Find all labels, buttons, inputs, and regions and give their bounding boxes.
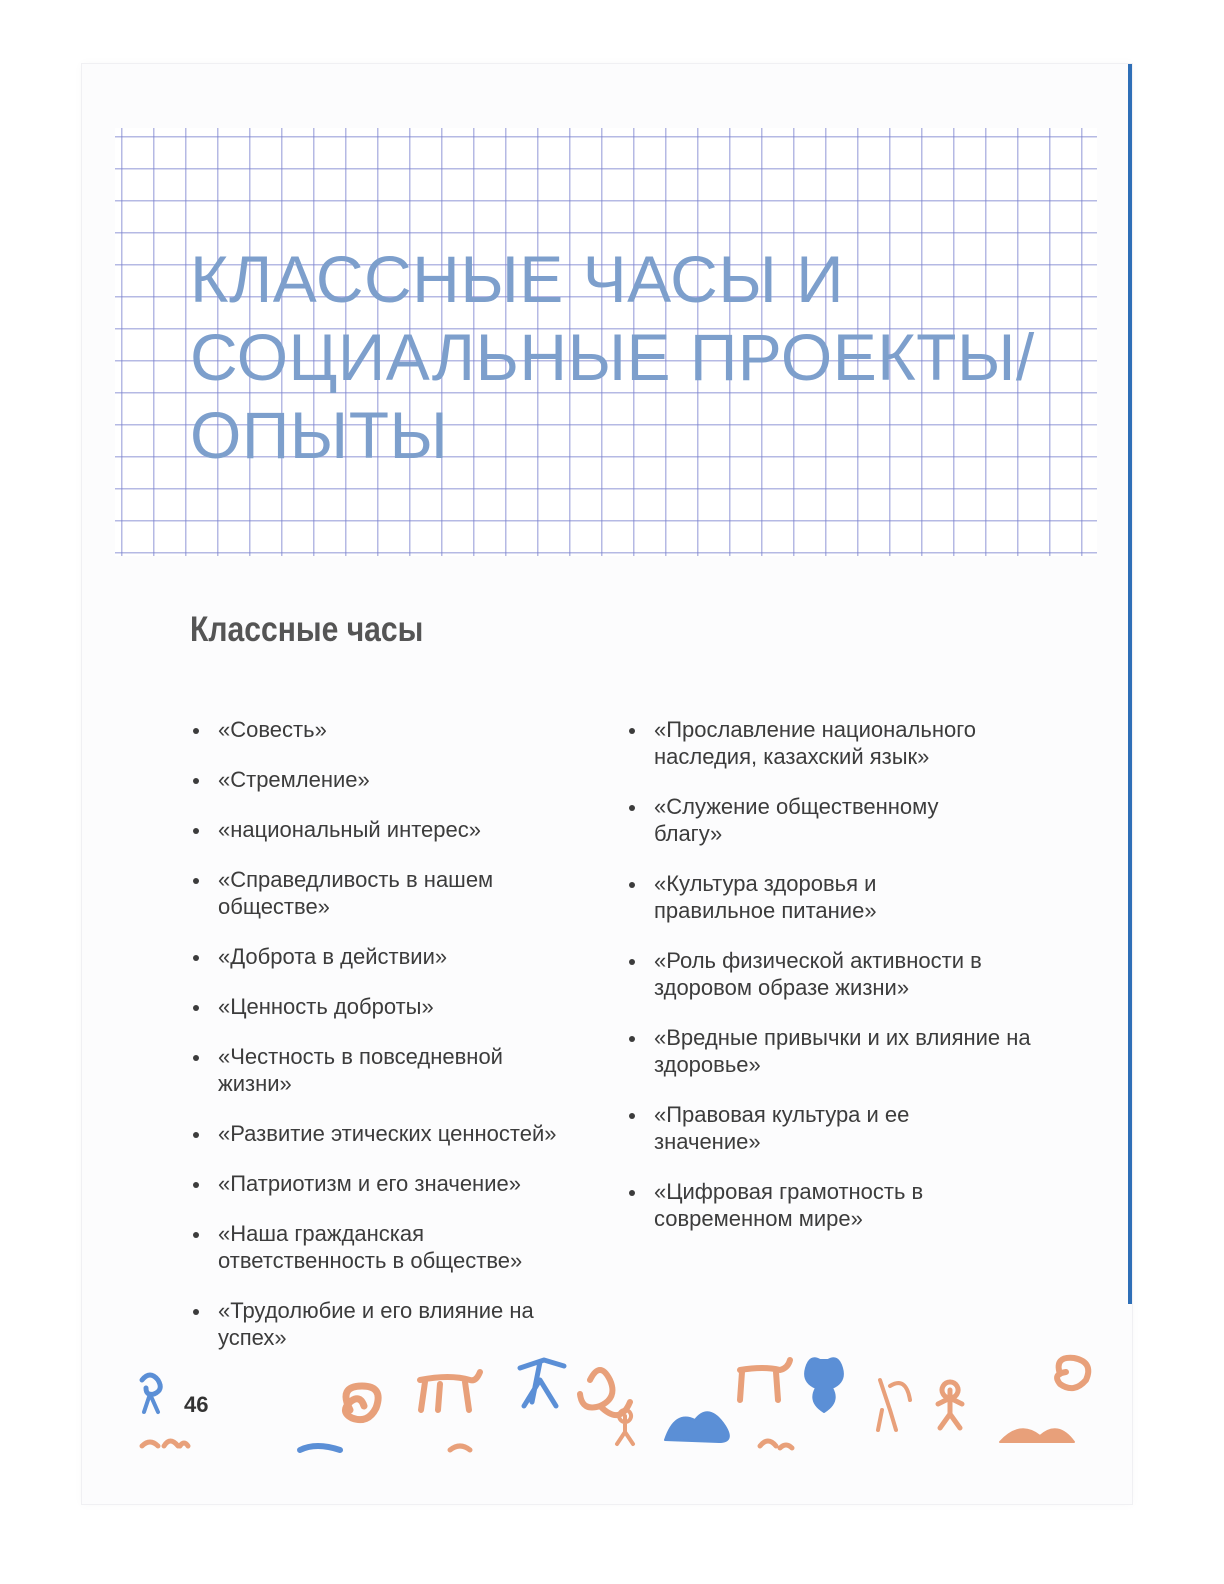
list-item: «Ценность доброты» [190,993,600,1020]
orange-horse-icon [420,1372,480,1410]
list-item: «национальный интерес» [190,816,600,843]
section-heading: Классные часы [190,610,424,649]
list-item: «Справедливость в нашем обществе» [190,866,518,920]
list-item: «Трудолюбие и его влияние на успех» [190,1297,568,1351]
topics-list-left [190,716,600,1374]
orange-curl-icon [1057,1358,1088,1388]
list-item: «Роль физической активности в здоровом образе жизни» [626,947,1024,1001]
decorative-ornament-border [120,1350,1110,1460]
blue-tree-icon [520,1360,564,1406]
list-item: «Патриотизм и его значение» [190,1170,600,1197]
list-item: «Правовая культура и ее значение» [626,1101,954,1155]
orange-swirl-icon [345,1386,378,1420]
list-item: «Вредные привычки и их влияние на здоровье» [626,1024,1044,1078]
blue-figure-icon [144,1394,158,1412]
page-title [190,240,1070,474]
list-item: «Цифровая грамотность в современном мире» [626,1178,954,1232]
orange-bottom-marks [142,1441,792,1450]
page-number: 46 [184,1392,209,1417]
list-item: «Честность в повседневной жизни» [190,1043,538,1097]
list-item: «Служение общественному благу» [626,793,984,847]
blue-bottom-marks [300,1446,340,1450]
list-item: «Доброта в действии» [190,943,600,970]
blue-curl-icon [142,1375,160,1394]
orange-hill-icon [1000,1429,1074,1442]
orange-horse-icon-2 [740,1360,790,1400]
page-title-line-1: КЛАССНЫЕ ЧАСЫ И [190,242,845,316]
list-item: «Развитие этических ценностей» [190,1120,600,1147]
page-spine-edge [1128,64,1132,1304]
orange-figure-icon [617,1410,633,1444]
orange-flourish-icon [580,1370,630,1415]
topics-list-right [626,716,1046,1255]
list-item: «Совесть» [190,716,600,743]
blue-camel-icon [665,1412,729,1442]
orange-figure-icon-2 [938,1382,962,1428]
blue-fleur-icon [805,1358,843,1412]
page-title-line-2: СОЦИАЛЬНЫЕ ПРОЕКТЫ/ [190,320,1035,394]
orange-archer-icon [878,1380,910,1430]
list-item: «Культура здоровья и правильное питание» [626,870,924,924]
list-item: «Стремление» [190,766,600,793]
list-item: «Прославление национального наследия, казахский язык» [626,716,1014,770]
list-item: «Наша гражданская ответственность в обществе» [190,1220,548,1274]
page-title-line-3: ОПЫТЫ [190,398,449,472]
